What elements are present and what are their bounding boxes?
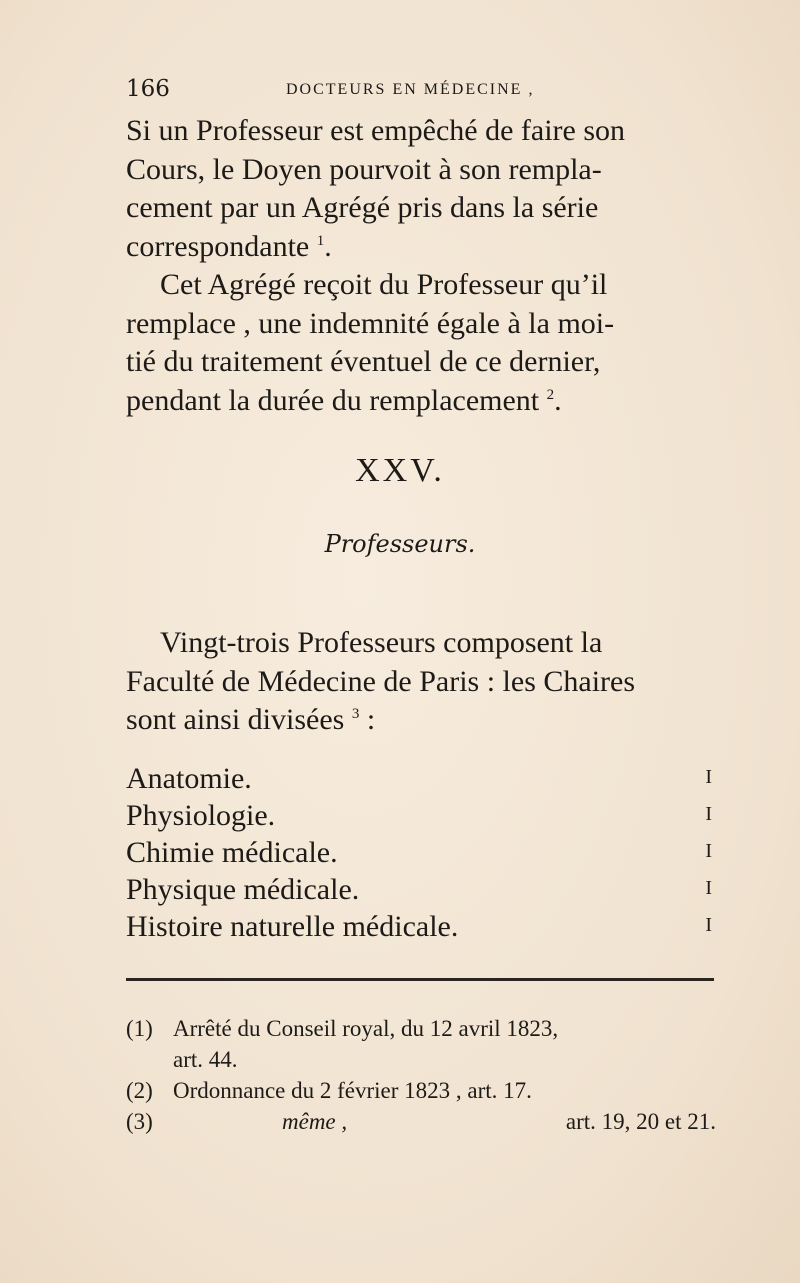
chair-count: I (705, 766, 712, 788)
section-title: Professeurs. (324, 530, 476, 558)
paragraph-indemnity (126, 266, 716, 420)
chair-name: Anatomie. (126, 762, 252, 795)
chair-name: Physique médicale. (126, 873, 360, 906)
footnotes (126, 1016, 716, 1140)
chair-name: Physiologie. (126, 799, 276, 832)
text-line (126, 382, 716, 421)
text-line: cement par un Agrégé pris dans la série (126, 191, 599, 224)
chairs-list (126, 762, 716, 947)
list-item (126, 799, 716, 836)
section-number: XXV. (355, 452, 445, 489)
chair-name: Chimie médicale. (126, 836, 338, 869)
text-line: Vingt-trois Professeurs composent la (160, 626, 603, 659)
punctuation: . (554, 383, 562, 417)
footnote-ref: 3 (351, 706, 360, 722)
text-line: Cet Agrégé reçoit du Professeur qu’il (160, 268, 608, 301)
chair-count: I (705, 877, 712, 899)
page-number: 166 (126, 76, 170, 102)
footnote-text: Arrêté du Conseil royal, du 12 avril 1823, (173, 1016, 559, 1041)
chair-count: I (705, 803, 712, 825)
running-title: DOCTEURS EN MÉDECINE , (286, 81, 535, 98)
paragraph-professors-intro (126, 624, 716, 740)
footnote-marker: (1) (126, 1016, 153, 1041)
text-line: Faculté de Médecine de Paris : les Chaires (126, 664, 636, 698)
footnote (126, 1016, 716, 1047)
list-item (126, 762, 716, 799)
footnote-ref: 1 (316, 232, 325, 249)
text-line: Si un Professeur est empêché de faire son (126, 114, 626, 147)
footnote (126, 1047, 716, 1078)
list-item (126, 873, 716, 910)
footnote-marker: (3) (126, 1109, 153, 1134)
text-segment: pendant la durée du remplacement (126, 383, 540, 417)
chair-count: I (705, 840, 712, 862)
punctuation: . (324, 229, 332, 263)
footnote-divider (126, 978, 714, 981)
list-item (126, 910, 716, 947)
text-line (126, 228, 716, 267)
footnote-marker: (2) (126, 1078, 153, 1103)
footnote (126, 1109, 716, 1140)
paragraph-substitute-professor (126, 112, 716, 266)
chair-name: Histoire naturelle médicale. (126, 910, 459, 943)
text-segment: sont ainsi divisées (126, 703, 345, 736)
text-line (126, 701, 716, 740)
footnote-ref: 2 (546, 386, 555, 403)
footnote-reference: art. 19, 20 et 21. (565, 1109, 716, 1134)
footnote-text: art. 44. (173, 1047, 238, 1072)
footnote-text: même , (282, 1109, 348, 1134)
text-line: tié du traitement éventuel de ce dernier, (126, 345, 601, 378)
text-line: Cours, le Doyen pourvoit à son rempla- (126, 152, 602, 186)
footnote-text: Ordonnance du 2 février 1823 , art. 17. (173, 1078, 532, 1103)
text-line: remplace , une indemnité égale à la moi- (126, 306, 615, 340)
text-segment: correspondante (126, 229, 310, 263)
footnote (126, 1078, 716, 1109)
chair-count: I (705, 914, 712, 936)
punctuation: : (359, 703, 376, 736)
list-item (126, 836, 716, 873)
running-head (126, 76, 726, 106)
